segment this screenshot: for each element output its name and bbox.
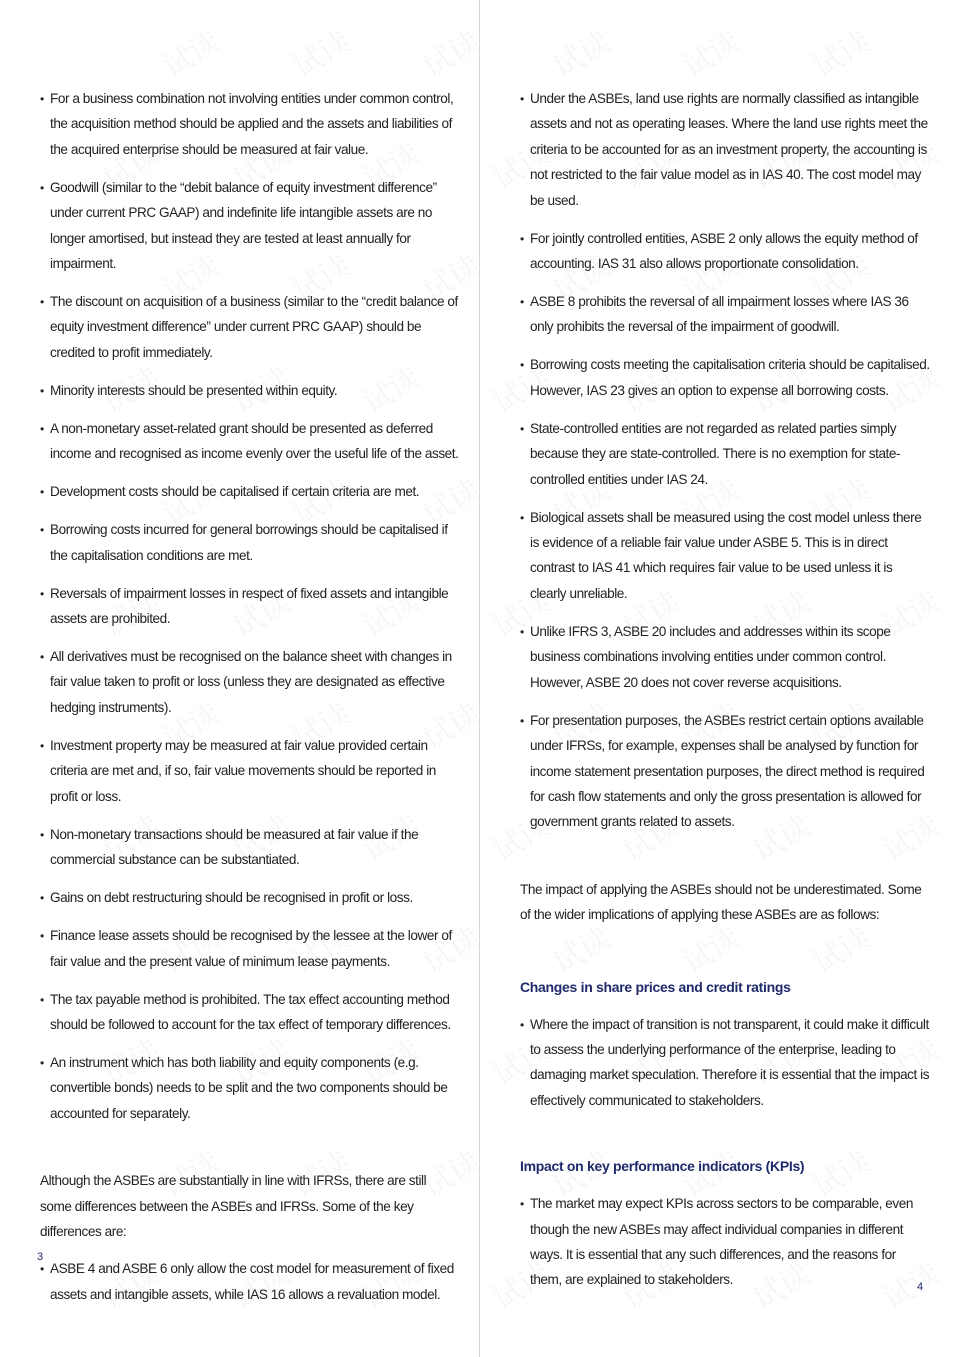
right-bullet-list — [520, 86, 930, 835]
list-item: • Non-monetary transactions should be measured at fair value if the commercial substance can be substantiated. — [40, 822, 460, 873]
share-prices-bullet-list — [520, 1012, 930, 1114]
list-item: • Development costs should be capitalised if certain criteria are met. — [40, 479, 460, 504]
right-column — [520, 86, 930, 1305]
list-item: • For a business combination not involving entities under common control, the acquisition method should be applied and the assets and liabilities of the acquired enterprise should be measured at fair value. — [40, 86, 460, 162]
list-item: • ASBE 8 prohibits the reversal of all impairment losses where IAS 36 only prohibits the reversal of the impairment of goodwill. — [520, 289, 930, 340]
left-column — [40, 86, 460, 1320]
list-item: • For jointly controlled entities, ASBE 2 only allows the equity method of accounting. IAS 31 also allows proportionate consolidation. — [520, 226, 930, 277]
differences-bullet-list — [40, 1256, 460, 1307]
list-item: • The tax payable method is prohibited. The tax effect accounting method should be followed to account for the tax effect of temporary differences. — [40, 987, 460, 1038]
kpis-bullet-list — [520, 1191, 930, 1293]
list-item: • Goodwill (similar to the “debit balance of equity investment difference” under current PRC GAAP) and indefinite life intangible assets are no longer amortised, but instead they are tested at least annually for impairment. — [40, 175, 460, 277]
list-item: • For presentation purposes, the ASBEs restrict certain options available under IFRSs, for example, expenses shall be analysed by function for income statement presentation purposes, the direct method is required for cash flow statements and only the gross presentation is allowed for government grants related to assets. — [520, 708, 930, 835]
list-item: • Where the impact of transition is not transparent, it could make it difficult to assess the underlying performance of the enterprise, leading to damaging market speculation. Therefore it is essential that the impact is effectively communicated to stakeholders. — [520, 1012, 930, 1114]
differences-intro: Although the ASBEs are substantially in line with IFRSs, there are still some differences between the ASBEs and IFRSs. Some of the key differences are: — [40, 1173, 427, 1239]
list-item: • An instrument which has both liability and equity components (e.g. convertible bonds) needs to be split and the two components should be accounted for separately. — [40, 1050, 460, 1126]
page-number: 3 — [37, 1251, 44, 1263]
list-item: • Biological assets shall be measured using the cost model unless there is evidence of a reliable fair value under ASBE 5. This is in direct contrast to IAS 41 which requires fair value to be used unless it is clearly unreliable. — [520, 505, 930, 607]
list-item: • Investment property may be measured at fair value provided certain criteria are met and, if so, fair value movements should be reported in profit or loss. — [40, 733, 460, 809]
list-item: • Gains on debt restructuring should be recognised in profit or loss. — [40, 885, 460, 910]
list-item: • A non-monetary asset-related grant should be presented as deferred income and recognised as income evenly over the useful life of the asset. — [40, 416, 460, 467]
list-item: • Minority interests should be presented within equity. — [40, 378, 460, 403]
list-item: • State-controlled entities are not regarded as related parties simply because they are state-controlled. There is no exemption for state-controlled entities under IAS 24. — [520, 416, 930, 492]
list-item: • Under the ASBEs, land use rights are normally classified as intangible assets and not as operating leases. Where the land use rights meet the criteria to be accounted for as an investment property, the accounting is not restricted to the fair value model as in IAS 40. The cost model may be used. — [520, 86, 930, 213]
list-item: • Borrowing costs incurred for general borrowings should be capitalised if the capitalisation conditions are met. — [40, 517, 460, 568]
impact-intro: The impact of applying the ASBEs should not be underestimated. Some of the wider implications of applying these ASBEs are as follows: — [520, 881, 922, 923]
list-item: • Borrowing costs meeting the capitalisation criteria should be capitalised. However, IAS 23 gives an option to expense all borrowing costs. — [520, 352, 930, 403]
list-item: • ASBE 4 and ASBE 6 only allow the cost model for measurement of fixed assets and intangible assets, while IAS 16 allows a revaluation model. — [40, 1256, 460, 1307]
left-bullet-list — [40, 86, 460, 1126]
page-4 — [480, 0, 960, 1357]
section-heading-share-prices: Changes in share prices and credit ratings — [520, 978, 791, 995]
list-item: • The market may expect KPIs across sectors to be comparable, even though the new ASBEs may affect individual companies in different ways. It is essential that any such differences, and the reasons for them, are explained to stakeholders. — [520, 1191, 930, 1293]
section-heading-kpis: Impact on key performance indicators (KPIs) — [520, 1158, 805, 1175]
page-number: 4 — [917, 1281, 924, 1293]
list-item: • Unlike IFRS 3, ASBE 20 includes and addresses within its scope business combinations involving entities under common control. However, ASBE 20 does not cover reverse acquisitions. — [520, 619, 930, 695]
list-item: • Finance lease assets should be recognised by the lessee at the lower of fair value and the present value of minimum lease payments. — [40, 923, 460, 974]
list-item: • All derivatives must be recognised on the balance sheet with changes in fair value taken to profit or loss (unless they are designated as effective hedging instruments). — [40, 644, 460, 720]
list-item: • The discount on acquisition of a business (similar to the “credit balance of equity investment difference” under current PRC GAAP) should be credited to profit immediately. — [40, 289, 460, 365]
list-item: • Reversals of impairment losses in respect of fixed assets and intangible assets are prohibited. — [40, 581, 460, 632]
